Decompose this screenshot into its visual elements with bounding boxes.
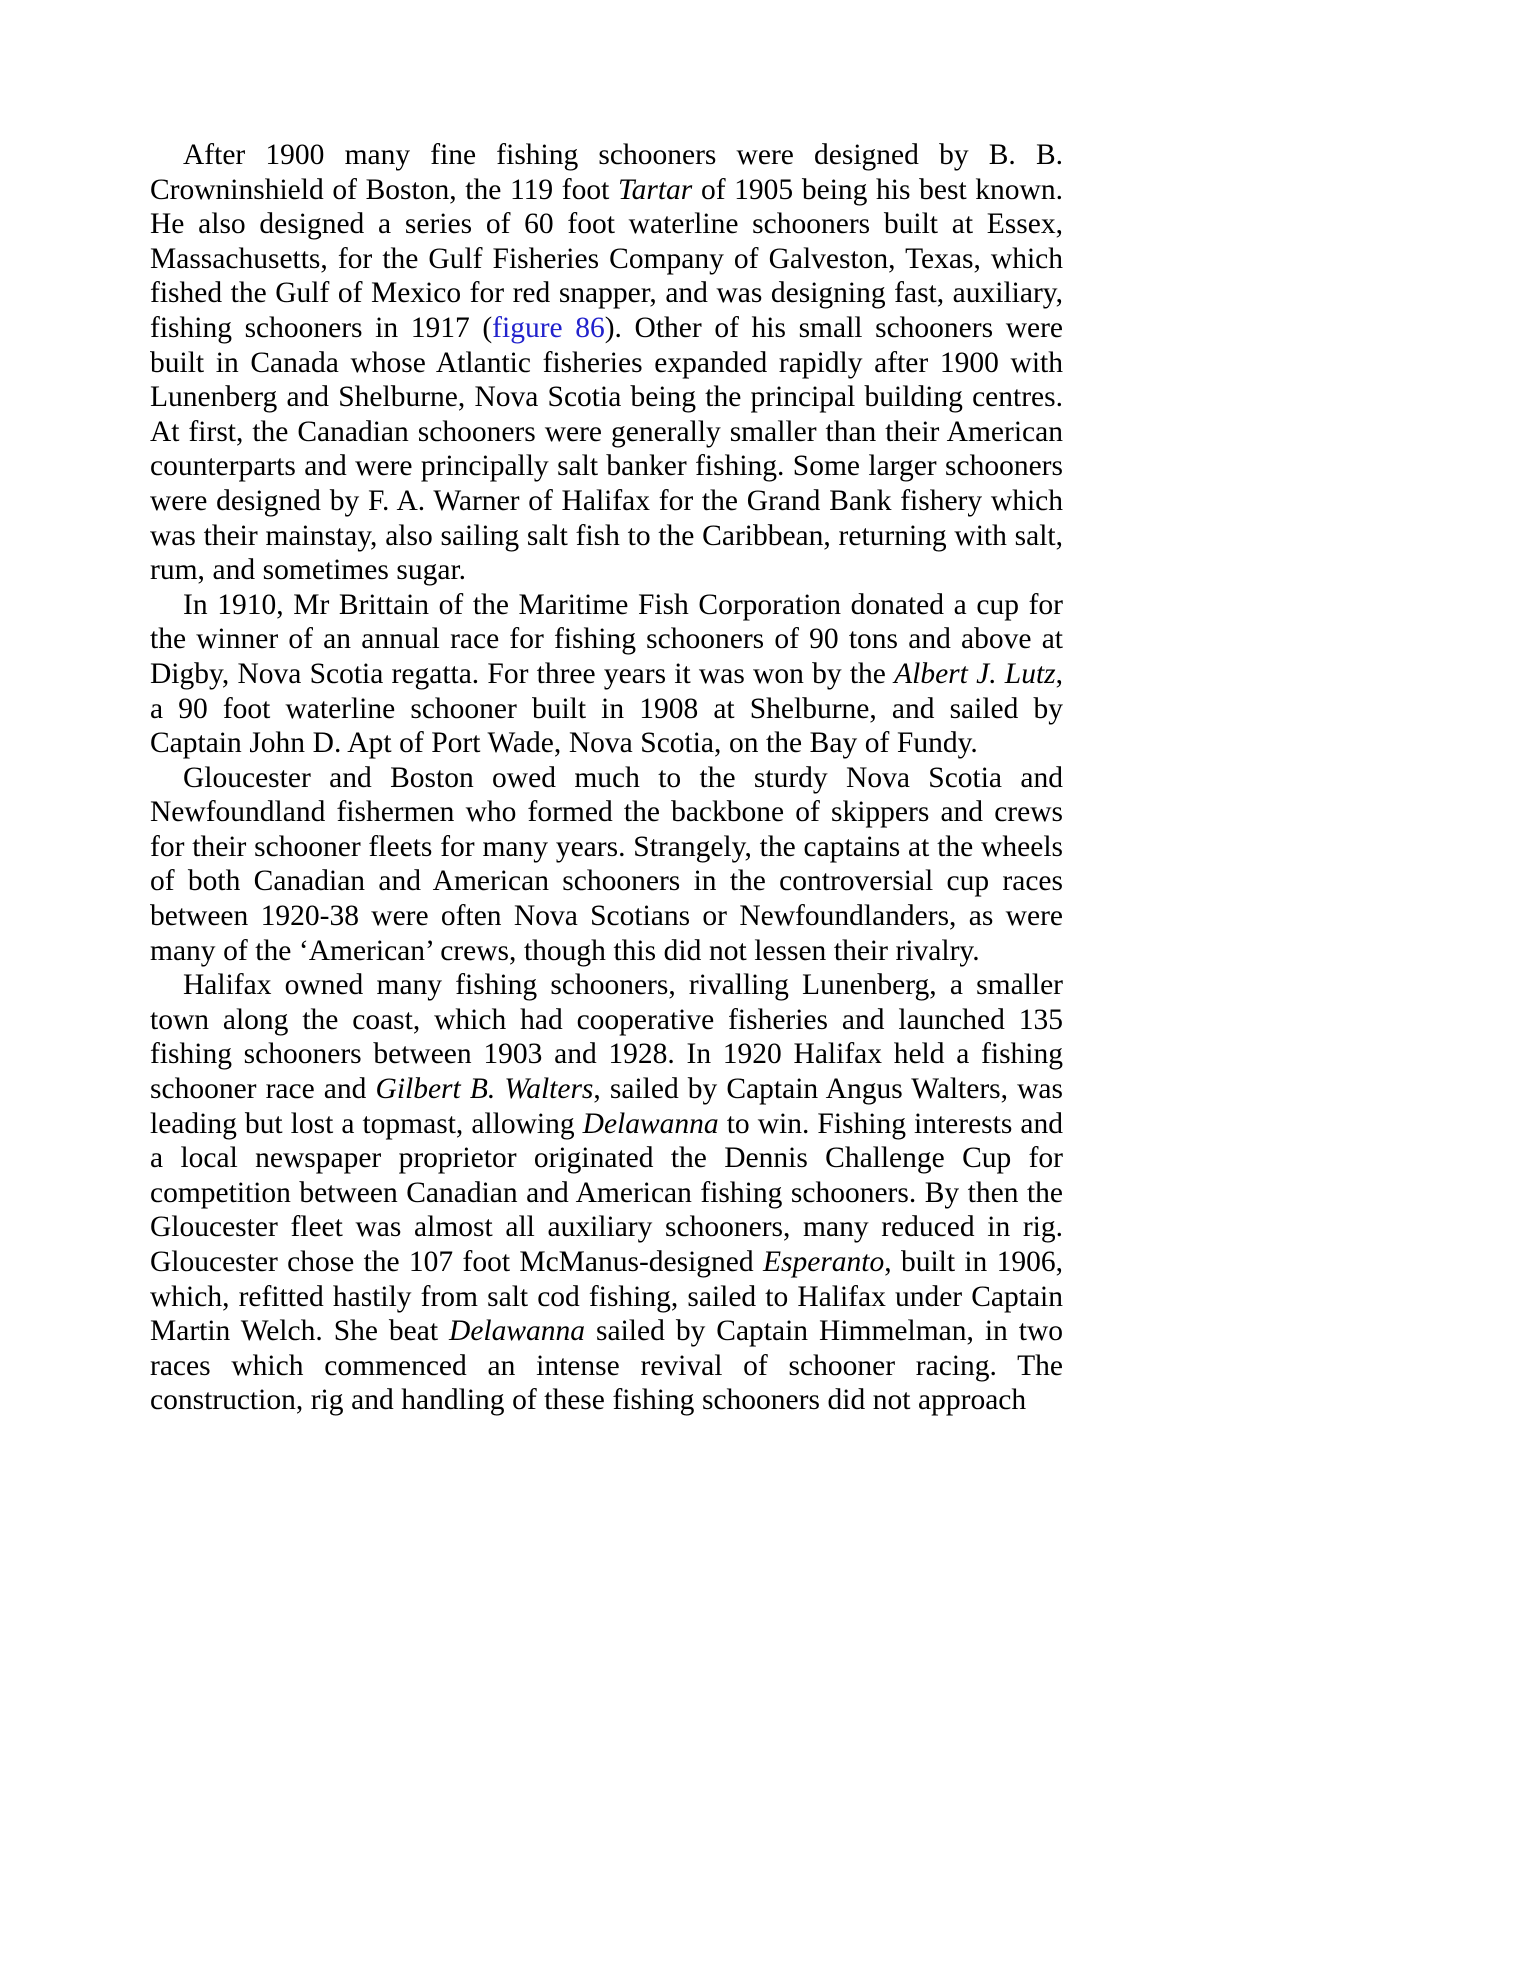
italic-title-p4-5: Esperanto <box>762 1246 885 1278</box>
italic-title-p4-1: Gilbert B. Walters <box>375 1073 594 1106</box>
italic-title-p4-7: Delawanna <box>449 1315 586 1348</box>
italic-title-p1-1: Tartar <box>617 173 693 206</box>
paragraph-1: After 1900 many fine fishing schooners were designed by B. B. Crowninshield of Boston, the 119 foot Tartar of 1905 being his best known. He also designed a series of 60 foot waterline schooners built at Essex, Massachusetts, for the Gulf Fisheries Company of Galveston, Texas, which fished the Gulf of Mexico for red snapper, and was designing fast, auxiliary, fishing schooners in 1917 (figure 86). Other of his small schooners were built in Canada whose Atlantic fisheries expanded rapidly after 1900 with Lunenberg and Shelburne, Nova Scotia being the principal building centres. At first, the Canadian schooners were generally smaller than their American counterparts and were principally salt banker fishing. Some larger schooners were designed by F. A. Warner of Halifax for the Grand Bank fishery which was their mainstay, also sailing salt fish to the Caribbean, returning with salt, rum, and sometimes sugar. <box>150 139 1064 587</box>
italic-title-p4-3: Delawanna <box>582 1107 719 1140</box>
figure-reference-link[interactable]: figure 86 <box>492 311 605 344</box>
paragraph-3: Gloucester and Boston owed much to the sturdy Nova Scotia and Newfoundland fishermen who formed the backbone of skippers and crews for their schooner fleets for many years. Strangely, the captains at the wheels of both Canadian and American schooners in the controversial cup races between 1920-38 were often Nova Scotians or Newfoundlanders, as were many of the ‘American’ crews, though this did not lessen their rivalry. <box>150 761 1063 967</box>
paragraph-2: In 1910, Mr Brittain of the Maritime Fish Corporation donated a cup for the winner of an annual race for fishing schooners of 90 tons and above at Digby, Nova Scotia regatta. For three years it was won by the Albert J. Lutz, a 90 foot waterline schooner built in 1908 at Shelburne, and sailed by Captain John D. Apt of Port Wade, Nova Scotia, on the Bay of Fundy. <box>150 588 1064 760</box>
body-text-column <box>150 138 1063 1418</box>
paragraph-4: Halifax owned many fishing schooners, rivalling Lunenberg, a smaller town along the coast, which had cooperative fisheries and launched 135 fishing schooners between 1903 and 1928. In 1920 Halifax held a fishing schooner race and Gilbert B. Walters, sailed by Captain Angus Walters, was leading but lost a topmast, allowing Delawanna to win. Fishing interests and a local newspaper proprietor originated the Dennis Challenge Cup for competition between Canadian and American fishing schooners. By then the Gloucester fleet was almost all auxiliary schooners, many reduced in rig. Gloucester chose the 107 foot McManus-designed Esperanto, built in 1906, which, refitted hastily from salt cod fishing, sailed to Halifax under Captain Martin Welch. She beat Delawanna sailed by Captain Himmelman, in two races which commenced an intense revival of schooner racing. The construction, rig and handling of these fishing schooners did not approach <box>150 969 1064 1417</box>
italic-title-p2-1: Albert J. Lutz <box>894 657 1056 690</box>
